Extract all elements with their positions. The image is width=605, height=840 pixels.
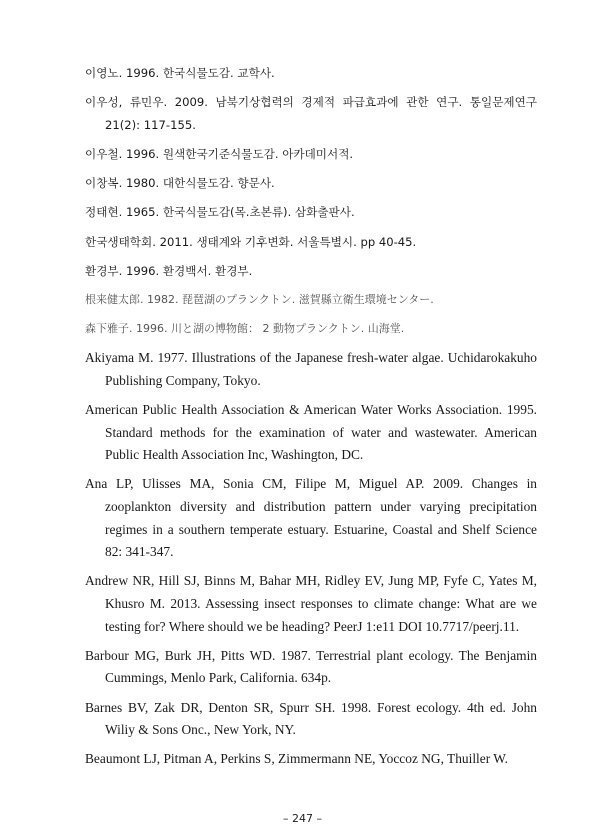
reference-entry: American Public Health Association & American Water Works Association. 1995. Standard methods for the examination of water and wastewater. American Public Health Association Inc, Washington, DC. [85,402,537,463]
reference-entry: Barnes BV, Zak DR, Denton SR, Spurr SH. 1998. Forest ecology. 4th ed. John Wiliy & Sons Onc., New York, NY. [85,699,537,738]
reference-entry: 한국생태학회. 2011. 생태계와 기후변화. 서울특별시. pp 40-45. [85,234,417,249]
reference-entry: 이창복. 1980. 대한식물도감. 향문사. [85,176,275,191]
reference-entry: Andrew NR, Hill SJ, Binns M, Bahar MH, Ridley EV, Jung MP, Fyfe C, Yates M, Khusro M. 2013. Assessing insect responses to climate change: What are we testing for? Where should we be heading? PeerJ 1:e11 DOI 10.7717/peerj.11. [85,573,537,634]
reference-entry: Beaumont LJ, Pitman A, Perkins S, Zimmermann NE, Yoccoz NG, Thuiller W. [85,751,509,767]
reference-entry: 이우성, 류민우. 2009. 남북기상협력의 경제적 파급효과에 관한 연구. 통일문제연구 21(2): 117-155. [85,95,537,132]
reference-entry: Barbour MG, Burk JH, Pitts WD. 1987. Terrestrial plant ecology. The Benjamin Cummings, Menlo Park, California. 634p. [85,647,537,686]
reference-entry: 환경부. 1996. 환경백서. 환경부. [85,263,253,278]
reference-entry: 정태현. 1965. 한국식물도감(목.초본류). 삼화출판사. [85,205,355,220]
reference-entry: 森下雅子. 1996. 川と湖の博物館： 2 動物プランクトン. 山海堂. [85,322,405,336]
reference-entry: 이우철. 1996. 원색한국기준식물도감. 아카데미서적. [85,146,354,161]
reference-entry: Akiyama M. 1977. Illustrations of the Japanese fresh-water algae. Uchidarokakuho Publishing Company, Tokyo. [85,350,537,388]
reference-list [85,62,537,778]
reference-entry: Ana LP, Ulisses MA, Sonia CM, Filipe M, Miguel AP. 2009. Changes in zooplankton diversity and distribution pattern under varying precipitation regimes in a southern temperate estuary. Estuarine, Coastal and Shelf Science 82: 341-347. [85,476,537,560]
reference-entry: 根来健太郎. 1982. 琵琶湖のプランクトン. 滋賀縣立衛生環境センター. [85,292,434,306]
page-number: – 247 – [283,812,322,825]
reference-entry: 이영노. 1996. 한국식물도감. 교학사. [85,66,275,80]
